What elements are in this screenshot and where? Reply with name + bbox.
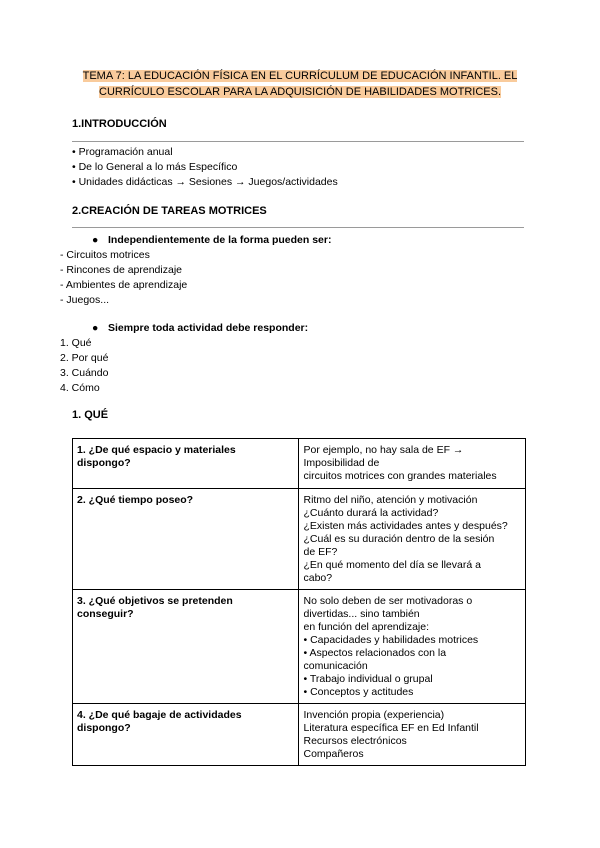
answer-cell [299,590,526,704]
answer-text: ¿Cuánto durará la actividad? [303,507,439,519]
bullet-heading-text: Independientemente de la forma pueden ser: [108,234,332,246]
table-row [73,704,526,766]
section-heading-que: 1. QUÉ [72,409,109,421]
list-item: - Rincones de aprendizaje [60,264,182,276]
bullet-icon: ● [92,234,99,246]
section-heading-introduccion: 1.INTRODUCCIÓN [72,118,167,130]
answer-cell [299,439,526,489]
question-cell [73,590,299,704]
bullet-heading-text: Siempre toda actividad debe responder: [108,322,309,334]
list-item: 1. Qué [60,337,92,349]
list-item: • De lo General a lo más Específico [72,161,238,173]
answer-text: divertidas... sino también [303,608,420,620]
answer-text: en función del aprendizaje: [303,621,429,633]
answer-text: Recursos electrónicos [303,735,407,747]
list-item: - Circuitos motrices [60,249,150,261]
question-text: 4. ¿De qué bagaje de actividades [77,709,242,721]
list-item: - Juegos... [60,294,110,306]
question-text: 3. ¿Qué objetivos se pretenden [77,595,233,607]
answer-text: ¿Existen más actividades antes y después? [303,520,508,532]
answer-text: • Capacidades y habilidades motrices [303,634,479,646]
list-item: 3. Cuándo [60,367,109,379]
answer-cell [299,704,526,766]
list-item: 2. Por qué [60,352,109,364]
answer-text: No solo deben de ser motivadoras o [303,595,473,607]
table-row [73,489,526,590]
answer-text: ¿Cuál es su duración dentro de la sesión [303,533,495,545]
answer-text: • Aspectos relacionados con la [303,647,447,659]
title-line-2: CURRÍCULO ESCOLAR PARA LA ADQUISICIÓN DE HABILIDADES MOTRICES. [99,86,501,98]
answer-text: Literatura específica EF en Ed Infantil [303,722,479,734]
list-item: • Programación anual [72,146,173,158]
answer-cell [299,489,526,590]
question-text: 2. ¿Qué tiempo poseo? [77,494,194,506]
answer-text: • Conceptos y actitudes [303,686,414,698]
answer-text: cabo? [303,572,333,584]
bullet-heading [92,234,331,246]
answer-text: Imposibilidad de [303,457,380,469]
answer-text: ¿En qué momento del día se llevará a [303,559,481,571]
answer-text: • Trabajo individual o grupal [303,673,433,685]
list-item: 4. Cómo [60,382,100,394]
bullet-heading [92,322,308,334]
question-cell [73,704,299,766]
questions-table [72,438,526,766]
question-text: 1. ¿De qué espacio y materiales [77,444,236,456]
answer-text: comunicación [303,660,368,672]
question-cell [73,439,299,489]
list-item: • Unidades didácticas → Sesiones → Juegos/actividades [72,176,338,188]
answer-text: Por ejemplo, no hay sala de EF → [303,444,464,456]
answer-text: de EF? [303,546,338,558]
table-row [73,590,526,704]
answer-text: circuitos motrices con grandes materiales [303,470,497,482]
section-heading-creacion-tareas: 2.CREACIÓN DE TAREAS MOTRICES [72,205,267,217]
question-text: dispongo? [77,722,131,734]
question-cell [73,489,299,590]
list-item: - Ambientes de aprendizaje [60,279,188,291]
section-divider [72,141,524,142]
answer-text: Compañeros [303,748,364,760]
question-text: dispongo? [77,457,131,469]
answer-text: Ritmo del niño, atención y motivación [303,494,478,506]
question-text: conseguir? [77,608,134,620]
answer-text: Invención propia (experiencia) [303,709,445,721]
section-divider [72,227,524,228]
table-row [73,439,526,489]
title-line-1: TEMA 7: LA EDUCACIÓN FÍSICA EN EL CURRÍCULUM DE EDUCACIÓN INFANTIL. EL [82,70,518,82]
document-title [60,68,540,100]
bullet-icon: ● [92,322,99,334]
